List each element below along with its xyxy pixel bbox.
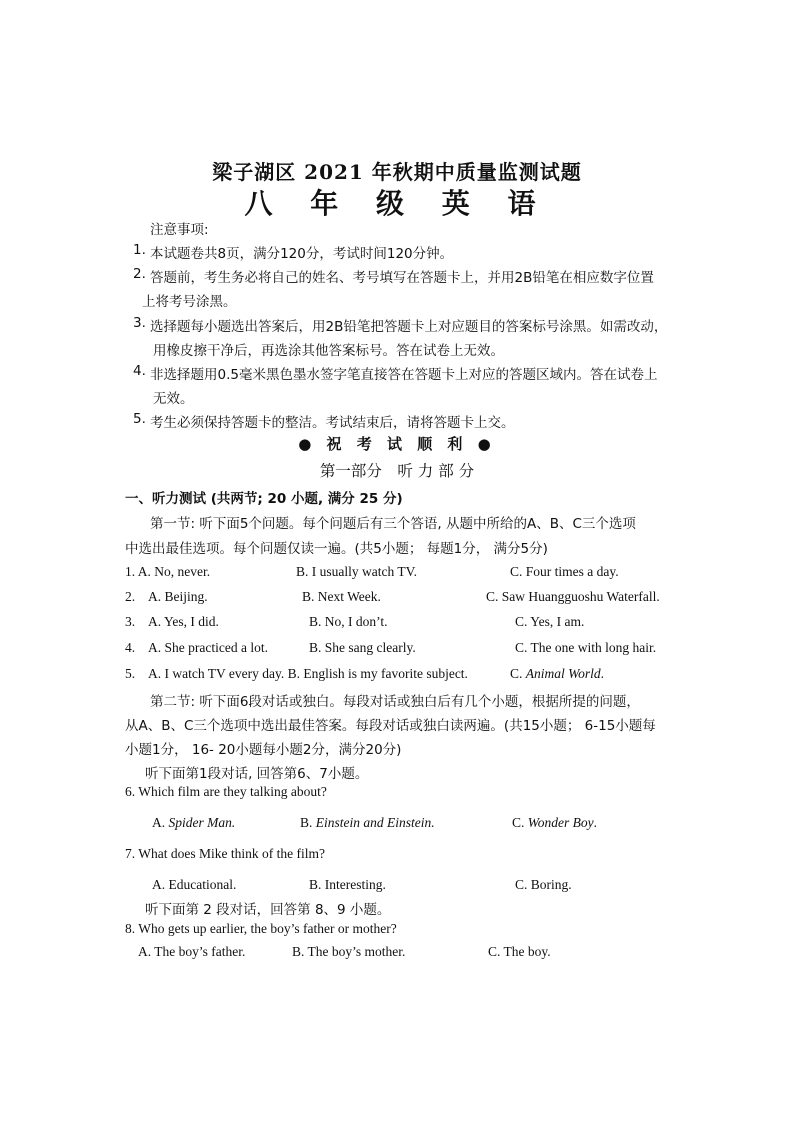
q3-option-c: C. Yes, I am. [515, 614, 585, 629]
blessing-line: ● 祝 考 试 顺 利 ● [298, 435, 496, 453]
notice-item-2-text: 答题前，考生务必将自己的姓名、考号填写在答题卡上，并用2B铅笔在相应数字位置 [150, 270, 654, 286]
q7-option-a: A. Educational. [152, 877, 237, 892]
notice-item-4-text: 非选择题用0.5毫米黑色墨水签字笔直接答在答题卡上对应的答题区域内。答在试卷上 [150, 367, 658, 383]
q7-stem: 7. What does Mike think of the film? [125, 846, 325, 861]
part1-intro-cont: 中选出最佳选项。每个问题仅读一遍。(共5小题； 每题1分， 满分5分) [125, 541, 548, 557]
q3-option-a: A. Yes, I did. [148, 614, 219, 629]
q8-stem: 8. Who gets up earlier, the boy’s father or mother? [125, 921, 397, 936]
q2-option-c: C. Saw Huangguoshu Waterfall. [486, 589, 660, 604]
notice-item-1-text: 本试题卷共8页，满分120分，考试时间120分钟。 [150, 246, 454, 262]
notice-item-5-num: 5. [133, 411, 146, 427]
notice-heading: 注意事项: [150, 222, 209, 238]
notice-item-3-text: 选择题每小题选出答案后，用2B铅笔把答题卡上对应题目的答案标号涂黑。如需改动， [150, 319, 668, 335]
q4-number: 4. [125, 640, 136, 655]
q1-option-c: C. Four times a day. [510, 564, 619, 579]
q2-number: 2. [125, 589, 136, 604]
part2-intro-cont: 从A、B、C三个选项中选出最佳答案。每段对话或独白读两遍。(共15小题； 6-15小题每 [125, 718, 656, 734]
q6-option-c: C. Wonder Boy. [512, 815, 598, 830]
q4-option-c: C. The one with long hair. [515, 640, 657, 655]
q3-option-b: B. No, I don’t. [309, 614, 388, 629]
part-one-title: 第一部分 听 力 部 分 [319, 462, 475, 480]
notice-item-3-text-cont: 用橡皮擦干净后，再选涂其他答案标号。答在试卷上无效。 [153, 343, 504, 359]
q1-option-a: 1. A. No, never. [125, 564, 211, 579]
q3-number: 3. [125, 614, 136, 629]
q8-option-c: C. The boy. [488, 944, 551, 959]
notice-item-3-num: 3. [133, 315, 146, 331]
q5-option-c: C. Animal World. [510, 666, 605, 681]
q2-option-a: A. Beijing. [148, 589, 208, 604]
q6-stem: 6. Which film are they talking about? [125, 784, 327, 799]
dialog-1-instruction: 听下面第1段对话, 回答第6、7小题。 [145, 766, 369, 782]
q8-option-b: B. The boy’s mother. [292, 944, 406, 959]
q8-option-a: A. The boy’s father. [138, 944, 246, 959]
q2-option-b: B. Next Week. [302, 589, 381, 604]
q1-option-b: B. I usually watch TV. [296, 564, 417, 579]
q7-option-b: B. Interesting. [309, 877, 386, 892]
exam-title: 梁子湖区 2021 年秋期中质量监测试题 [212, 160, 582, 184]
section-1-title: 一、听力测试 (共两节; 20 小题, 满分 25 分) [125, 491, 403, 507]
q6-option-a: A. Spider Man. [152, 815, 236, 830]
part2-intro: 第二节: 听下面6段对话或独白。每段对话或独白后有几个小题，根据所提的问题， [150, 694, 640, 710]
q7-option-c: C. Boring. [515, 877, 572, 892]
dialog-2-instruction: 听下面第 2 段对话，回答第 8、9 小题。 [145, 902, 391, 918]
q4-option-a: A. She practiced a lot. [148, 640, 268, 655]
notice-item-2-text-cont: 上将考号涂黑。 [142, 294, 237, 310]
q5-number: 5. [125, 666, 136, 681]
part2-intro-cont2: 小题1分， 16- 20小题每小题2分，满分20分) [125, 742, 402, 758]
q5-options-a-b: A. I watch TV every day. B. English is my favorite subject. [148, 666, 468, 681]
notice-item-2-num: 2. [133, 266, 146, 282]
q4-option-b: B. She sang clearly. [309, 640, 416, 655]
notice-item-1-num: 1. [133, 242, 146, 258]
notice-item-4-num: 4. [133, 363, 146, 379]
notice-item-4-text-cont: 无效。 [153, 391, 194, 407]
q6-option-b: B. Einstein and Einstein. [300, 815, 435, 830]
part1-intro: 第一节: 听下面5个问题。每个问题后有三个答语, 从题中所给的A、B、C三个选项 [150, 516, 636, 532]
exam-subject: 八 年 级 英 语 [244, 187, 550, 220]
notice-item-5-text: 考生必须保持答题卡的整洁。考试结束后，请将答题卡上交。 [150, 415, 515, 431]
